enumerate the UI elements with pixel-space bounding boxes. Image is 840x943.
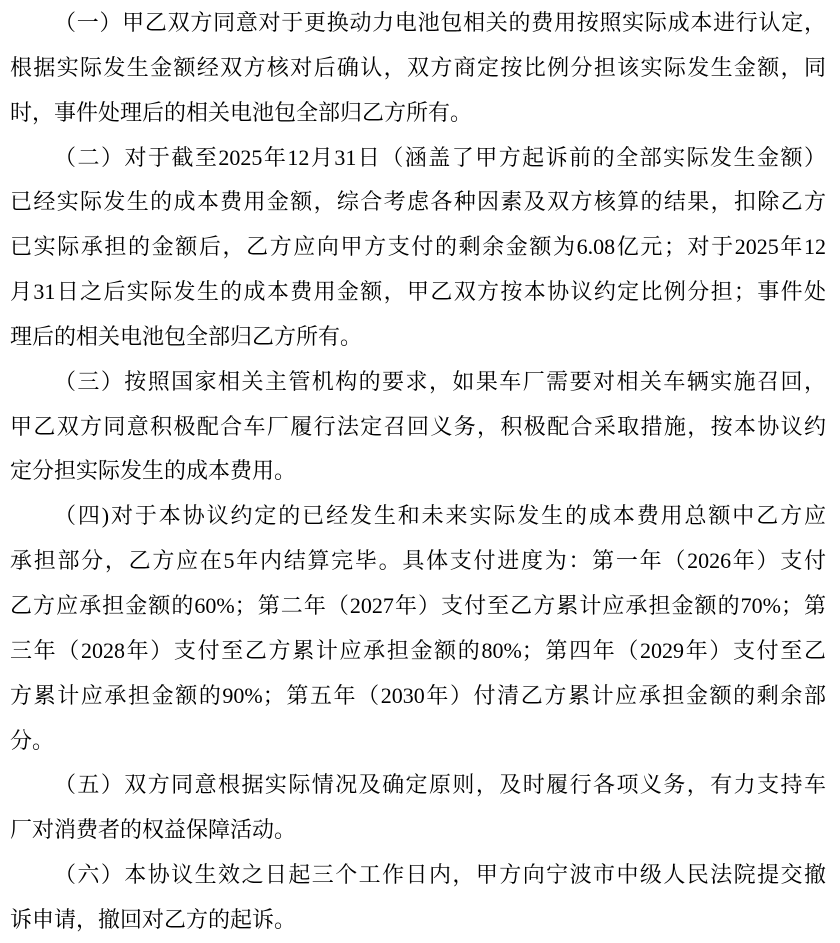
text-line: 时，事件处理后的相关电池包全部归乙方所有。 xyxy=(10,99,473,125)
text-line: 分。 xyxy=(10,727,55,753)
text-line: 方累计应承担金额的90%；第五年（2030年）付清乙方累计应承担金额的剩余部 xyxy=(10,682,826,708)
text-line: 月31日之后实际发生的成本费用金额，甲乙双方按本协议约定比例分担；事件处 xyxy=(10,279,826,305)
text-line: 已实际承担的金额后，乙方应向甲方支付的剩余金额为6.08亿元；对于2025年12 xyxy=(10,234,826,260)
text-line: 已经实际发生的成本费用金额，综合考虑各种因素及双方核算的结果，扣除乙方 xyxy=(10,189,826,215)
text-line: 三年（2028年）支付至乙方累计应承担金额的80%；第四年（2029年）支付至乙 xyxy=(10,637,826,663)
text-line: （二）对于截至2025年12月31日（涵盖了甲方起诉前的全部实际发生金额） xyxy=(54,144,826,170)
document-body xyxy=(10,1,826,943)
clause-paragraph-2 xyxy=(10,136,826,360)
text-line: 诉申请，撤回对乙方的起诉。 xyxy=(10,906,297,932)
text-line: 根据实际发生金额经双方核对后确认，双方商定按比例分担该实际发生金额，同 xyxy=(10,54,826,80)
text-line: 甲乙双方同意积极配合车厂履行法定召回义务，积极配合采取措施，按本协议约 xyxy=(10,413,826,439)
text-line: 定分担实际发生的成本费用。 xyxy=(10,458,297,484)
clause-paragraph-5 xyxy=(10,763,826,853)
text-line: （四)对于本协议约定的已经发生和未来实际发生的成本费用总额中乙方应 xyxy=(54,503,826,529)
text-line: 承担部分，乙方应在5年内结算完毕。具体支付进度为：第一年（2026年）支付 xyxy=(10,548,826,574)
text-line: （一）甲乙双方同意对于更换动力电池包相关的费用按照实际成本进行认定， xyxy=(54,10,826,35)
clause-paragraph-3 xyxy=(10,360,826,495)
text-line: 乙方应承担金额的60%；第二年（2027年）支付至乙方累计应承担金额的70%；第 xyxy=(10,592,826,618)
text-line: 理后的相关电池包全部归乙方所有。 xyxy=(10,323,363,349)
text-line: （五）双方同意根据实际情况及确定原则，及时履行各项义务，有力支持车 xyxy=(54,772,826,798)
text-line: （三）按照国家相关主管机构的要求，如果车厂需要对相关车辆实施召回， xyxy=(54,368,826,394)
clause-paragraph-4 xyxy=(10,494,826,763)
clause-paragraph-1 xyxy=(10,1,826,136)
text-line: （六）本协议生效之日起三个工作日内，甲方向宁波市中级人民法院提交撤 xyxy=(54,862,826,888)
clause-paragraph-6 xyxy=(10,853,826,943)
text-line: 厂对消费者的权益保障活动。 xyxy=(10,817,297,843)
